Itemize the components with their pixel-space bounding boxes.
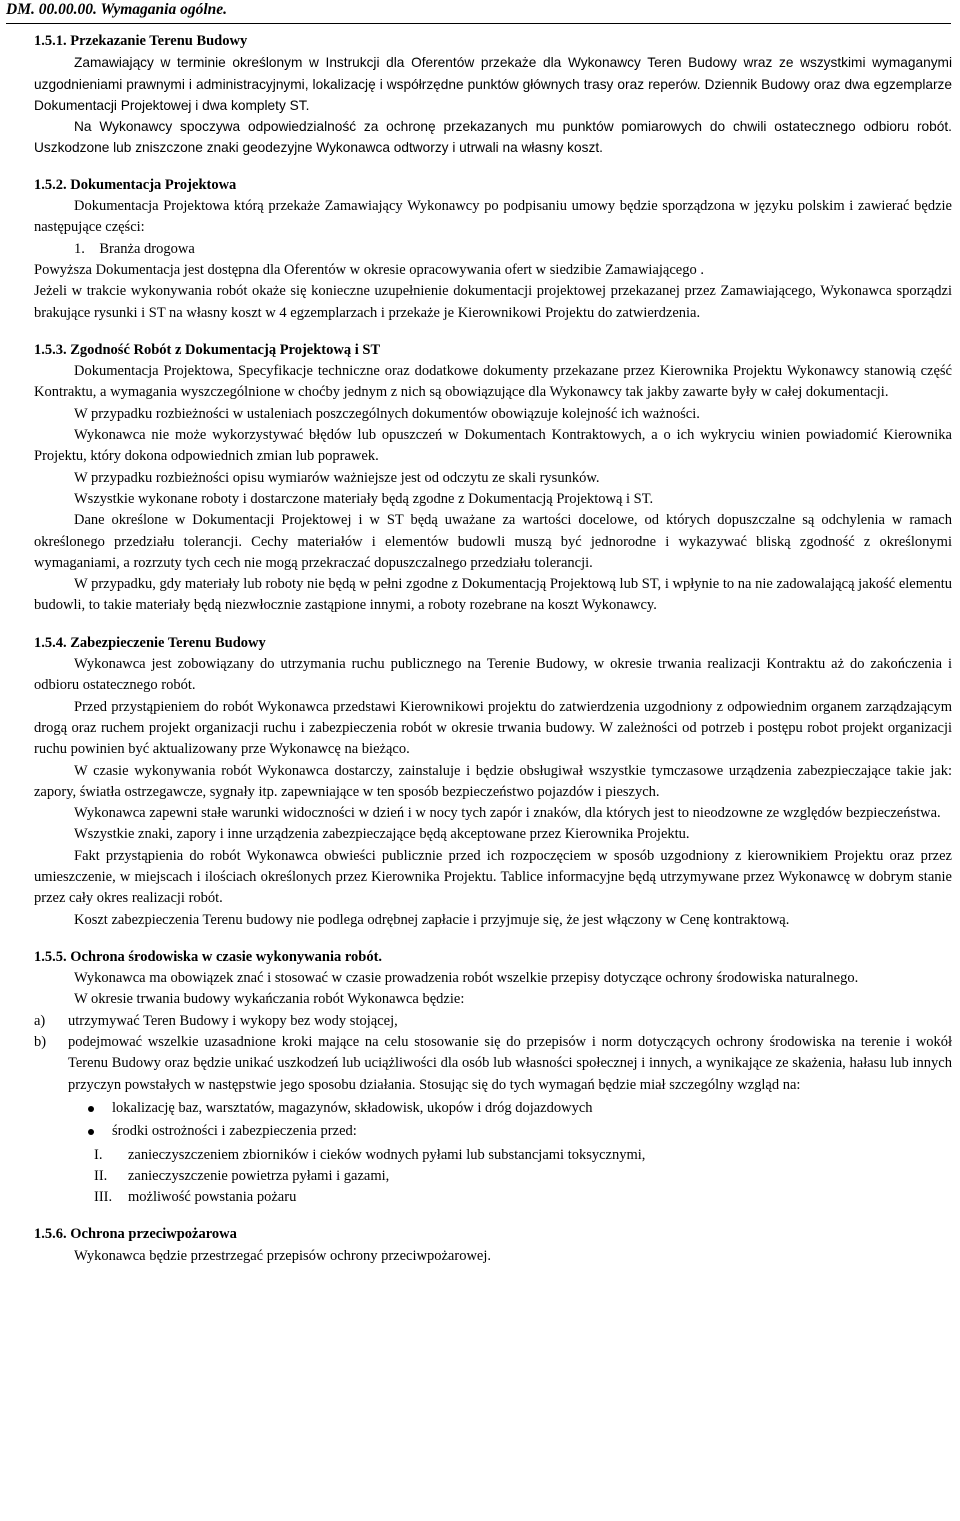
paragraph: Wykonawca ma obowiązek znać i stosować w czasie prowadzenia robót wszelkie przepisy dotyczące ochrony środowiska naturalnego. — [74, 970, 859, 987]
section-heading: 1.5.2. Dokumentacja Projektowa — [34, 176, 237, 193]
roman-label: II. — [94, 1167, 108, 1184]
paragraph: Wszystkie znaki, zapory i inne urządzenia zabezpieczające będą akceptowane przez Kierownika Projektu. — [74, 826, 690, 843]
paragraph: Wykonawca będzie przestrzegać przepisów ochrony przeciwpożarowej. — [74, 1247, 492, 1264]
paragraph: Zamawiający w terminie określonym w Instrukcji dla Oferentów przekaże dla Wykonawcy Teren Budowy wraz ze wszystkimi wymaganymi uzgodnieniami prawnymi i administracyjnymi, lokalizację i współrzędne punktów głównych trasy oraz reperów. Dziennik Budowy oraz dwa egzemplarze Dokumentacji Projektowej i dwa komplety ST. — [34, 55, 952, 113]
document-header: DM. 00.00.00. Wymagania ogólne. — [6, 0, 951, 24]
paragraph: W okresie trwania budowy wykańczania robót Wykonawca będzie: — [74, 991, 465, 1008]
roman-text: zanieczyszczeniem zbiorników i cieków wodnych pyłami lub substancjami toksycznymi, — [128, 1146, 646, 1163]
paragraph: W czasie wykonywania robót Wykonawca dostarczy, zainstaluje i będzie obsługiwał wszystkie tymczasowe urządzenia zabezpieczające takie jak: zapory, światła ostrzegawcze, sygnały itp. zapewniające w ten sposób bezpieczeństwo pojazdów i pieszych. — [34, 762, 952, 800]
paragraph: Wykonawca jest zobowiązany do utrzymania ruchu publicznego na Terenie Budowy, w okresie trwania realizacji Kontraktu aż do zakończenia i odbioru ostatecznego robót. — [34, 656, 952, 694]
section-heading: 1.5.4. Zabezpieczenie Terenu Budowy — [34, 634, 266, 651]
bullet-icon — [88, 1129, 94, 1135]
list-text: Branża drogowa — [99, 240, 195, 257]
bullet-text: środki ostrożności i zabezpieczenia przed: — [112, 1123, 357, 1140]
paragraph: Dokumentacja Projektowa którą przekaże Zamawiający Wykonawcy po podpisaniu umowy będzie sporządzona w języku polskim i zawierać będzie następujące części: — [34, 198, 952, 236]
paragraph: W przypadku, gdy materiały lub roboty nie będą w pełni zgodne z Dokumentacją Projektową lub ST, i wpłynie to na nie zadowalającą jakość elementu budowli, to takie materiały będą niezwłocznie zastąpione innymi, a roboty rozebrane na koszt Wykonawcy. — [34, 576, 952, 614]
section-1-5-5 — [34, 947, 952, 1209]
bullet-item — [90, 1098, 952, 1119]
roman-list — [94, 1145, 952, 1209]
list-label: a) — [34, 1012, 46, 1029]
list-text: podejmować wszelkie uzasadnione kroki mające na celu stosowanie się do przepisów i norm dotyczących ochrony środowiska na terenie i wokół Terenu Budowy oraz będzie unikać uszkodzeń lub uciążliwości dla osób lub własności społecznej i innych, a wynikające ze skażenia, hałasu lub innych przyczyn powstałych w następstwie jego sposobu działania. Stosując się do tych wymagań będzie miał szczególny wzgląd na: — [68, 1034, 952, 1093]
section-heading: 1.5.6. Ochrona przeciwpożarowa — [34, 1226, 237, 1243]
paragraph: Dokumentacja Projektowa, Specyfikacje techniczne oraz dodatkowe dokumenty przekazane przez Kierownika Projektu Wykonawcy stanowią część Kontraktu, a wymagania wyszczególnione w choćby jednym z nich są obowiązujące dla Wykonawcy tak jakby zawarte były w całej dokumentacji. — [34, 363, 952, 401]
list-item — [34, 239, 952, 260]
section-heading: 1.5.3. Zgodność Robót z Dokumentacją Projektową i ST — [34, 341, 381, 358]
paragraph: Przed przystąpieniem do robót Wykonawca przedstawi Kierownikowi projektu do zatwierdzenia uzgodniony z odpowiednim organem zarządzającym drogą oraz ruchem projekt organizacji ruchu i zabezpieczenia robót w okresie trwania budowy. W zależności od potrzeb i postępu robot projekt organizacji ruchu powinien być aktualizowany prze Wykonawcę na bieżąco. — [34, 698, 952, 758]
paragraph: W przypadku rozbieżności opisu wymiarów ważniejsze jest od odczytu ze skali rysunków. — [74, 469, 600, 486]
roman-item — [94, 1166, 952, 1187]
roman-label: I. — [94, 1146, 103, 1163]
section-1-5-1 — [34, 31, 952, 159]
roman-text: zanieczyszczenie powietrza pyłami i gazami, — [128, 1167, 390, 1184]
list-number: 1. — [74, 240, 85, 257]
list-text: utrzymywać Teren Budowy i wykopy bez wody stojącej, — [68, 1012, 398, 1029]
section-heading: 1.5.1. Przekazanie Terenu Budowy — [34, 33, 248, 49]
section-heading: 1.5.5. Ochrona środowiska w czasie wykonywania robót. — [34, 948, 383, 965]
paragraph: Koszt zabezpieczenia Terenu budowy nie podlega odrębnej zapłacie i przyjmuje się, że jest włączony w Cenę kontraktową. — [74, 911, 790, 928]
roman-text: możliwość powstania pożaru — [128, 1189, 297, 1206]
paragraph: Dane określone w Dokumentacji Projektowej i w ST będą uważane za wartości docelowe, od których dopuszczalne są odchylenia w ramach określonego przedziału tolerancji. Cechy materiałów i elementów budowli muszą być jednorodne i wykazywać bliską zgodność z określonymi wymaganiami, a rozrzuty tych cech nie mogą przekraczać dopuszczalnego przedziału tolerancji. — [34, 512, 952, 571]
paragraph: Wykonawca zapewni stałe warunki widoczności w dzień i w nocy tych zapór i znaków, dla których jest to nieodzowne ze względów bezpieczeństwa. — [74, 805, 941, 822]
bullet-text: lokalizację baz, warsztatów, magazynów, składowisk, ukopów i dróg dojazdowych — [112, 1099, 593, 1116]
section-1-5-2 — [34, 175, 952, 324]
section-1-5-3 — [34, 340, 952, 617]
list-item-a — [34, 1011, 952, 1032]
paragraph: Fakt przystąpienia do robót Wykonawca obwieści publicznie przed ich rozpoczęciem w sposób uzgodniony z kierownikiem Projektu oraz przez umieszczenie, w miejscach i ilościach określonych przez Kierownika Projektu. Tablice informacyjne będą utrzymywane przez Wykonawcę w dobrym stanie przez cały okres realizacji robót. — [34, 847, 952, 907]
paragraph: Powyższa Dokumentacja jest dostępna dla Oferentów w okresie opracowywania ofert w siedzibie Zamawiającego . — [34, 261, 704, 278]
roman-item — [94, 1187, 952, 1208]
paragraph: Na Wykonawcy spoczywa odpowiedzialność za ochronę przekazanych mu punktów pomiarowych do chwili ostatecznego odbioru robót. Uszkodzone lub zniszczone znaki geodezyjne Wykonawca odtworzy i utrwali na własny koszt. — [34, 119, 952, 156]
paragraph: Jeżeli w trakcie wykonywania robót okaże się konieczne uzupełnienie dokumentacji projektowej przekazanej przez Zamawiającego, Wykonawca sporządzi brakujące rysunki i ST na własny koszt w 4 egzemplarzach i przekaże je Kierownikowi Projektu do zatwierdzenia. — [34, 283, 952, 321]
paragraph: Wykonawca nie może wykorzystywać błędów lub opuszczeń w Dokumentach Kontraktowych, a o ich wykryciu winien powiadomić Kierownika Projektu, który dokona odpowiednich zmian lub poprawek. — [34, 427, 952, 465]
roman-item — [94, 1145, 952, 1166]
section-1-5-4 — [34, 633, 952, 931]
paragraph: Wszystkie wykonane roboty i dostarczone materiały będą zgodne z Dokumentacją Projektową i ST. — [74, 490, 654, 507]
bullet-list — [90, 1098, 952, 1143]
paragraph: W przypadku rozbieżności w ustaleniach poszczególnych dokumentów obowiązuje kolejność ich ważności. — [74, 405, 700, 422]
document-body — [34, 31, 952, 1267]
list-item-b — [34, 1032, 952, 1096]
section-1-5-6 — [34, 1224, 952, 1267]
roman-label: III. — [94, 1189, 113, 1206]
bullet-item — [90, 1121, 952, 1142]
list-label: b) — [34, 1034, 47, 1051]
bullet-icon — [88, 1106, 94, 1112]
